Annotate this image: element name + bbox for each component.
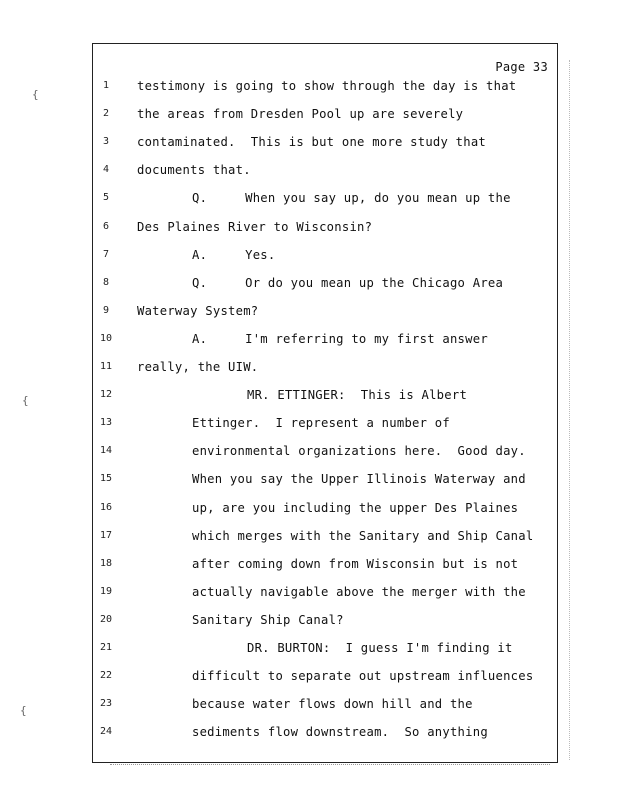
line-number: 9	[102, 304, 110, 316]
transcript-line-text: Q. When you say up, do you mean up the	[192, 191, 511, 206]
line-number: 21	[99, 642, 113, 653]
line-number: 16	[99, 501, 113, 513]
scan-edge-artifact	[567, 60, 570, 760]
transcript-line-text: sediments flow downstream. So anything	[192, 725, 488, 740]
transcript-line-text: environmental organizations here. Good day.	[192, 444, 526, 459]
margin-mark: {	[22, 394, 29, 407]
line-number: 1	[102, 80, 110, 91]
transcript-line-text: really, the UIW.	[137, 360, 259, 374]
transcript-line-text: after coming down from Wisconsin but is not	[192, 556, 519, 571]
line-number: 19	[99, 585, 113, 597]
line-number: 24	[99, 726, 113, 738]
scan-bottom-artifact	[110, 764, 550, 765]
line-number: 2	[102, 108, 110, 120]
line-number: 15	[99, 473, 113, 485]
line-number: 14	[99, 445, 113, 457]
transcript-line-text: documents that.	[137, 163, 251, 178]
margin-mark: {	[20, 704, 27, 717]
transcript-line-text: up, are you including the upper Des Plaines	[192, 500, 519, 515]
transcript-line-text: DR. BURTON: I guess I'm finding it	[247, 641, 513, 655]
transcript-line-text: When you say the Upper Illinois Waterway and	[192, 472, 526, 487]
line-number: 18	[99, 557, 113, 569]
transcript-line-text: which merges with the Sanitary and Ship Canal	[192, 528, 534, 543]
transcript-line-text: the areas from Dresden Pool up are severely	[137, 107, 464, 122]
transcript-line-text: Q. Or do you mean up the Chicago Area	[192, 275, 504, 290]
line-number: 17	[99, 529, 113, 541]
transcript-line-text: Waterway System?	[137, 303, 259, 318]
line-number: 4	[102, 164, 110, 176]
transcript-line-text: contaminated. This is but one more study that	[137, 135, 487, 150]
line-number: 3	[102, 136, 110, 148]
transcript-line-text: A. I'm referring to my first answer	[192, 331, 488, 346]
page-number: Page 33	[495, 60, 548, 74]
line-number: 6	[102, 220, 110, 232]
transcript-line-text: difficult to separate out upstream influences	[192, 669, 534, 684]
margin-mark: {	[32, 88, 39, 101]
line-number: 20	[99, 613, 113, 625]
transcript-line-text: Des Plaines River to Wisconsin?	[137, 219, 373, 234]
line-number: 12	[99, 389, 113, 401]
transcript-line-text: because water flows down hill and the	[192, 697, 473, 712]
line-number: 10	[99, 332, 113, 344]
transcript-line-text: A. Yes.	[192, 247, 276, 262]
line-number: 5	[102, 192, 110, 204]
line-number: 23	[99, 698, 113, 710]
transcript-line-text: Ettinger. I represent a number of	[192, 416, 450, 431]
line-number: 11	[99, 361, 113, 372]
line-number: 22	[99, 670, 113, 682]
transcript-page-frame	[92, 43, 558, 763]
transcript-line-text: testimony is going to show through the day is that	[137, 79, 517, 93]
transcript-line-text: Sanitary Ship Canal?	[192, 612, 344, 627]
transcript-line-text: actually navigable above the merger with the	[192, 584, 526, 599]
line-number: 13	[99, 417, 113, 429]
line-number: 8	[102, 276, 110, 288]
line-number: 7	[102, 248, 110, 260]
transcript-line-text: MR. ETTINGER: This is Albert	[247, 388, 468, 403]
